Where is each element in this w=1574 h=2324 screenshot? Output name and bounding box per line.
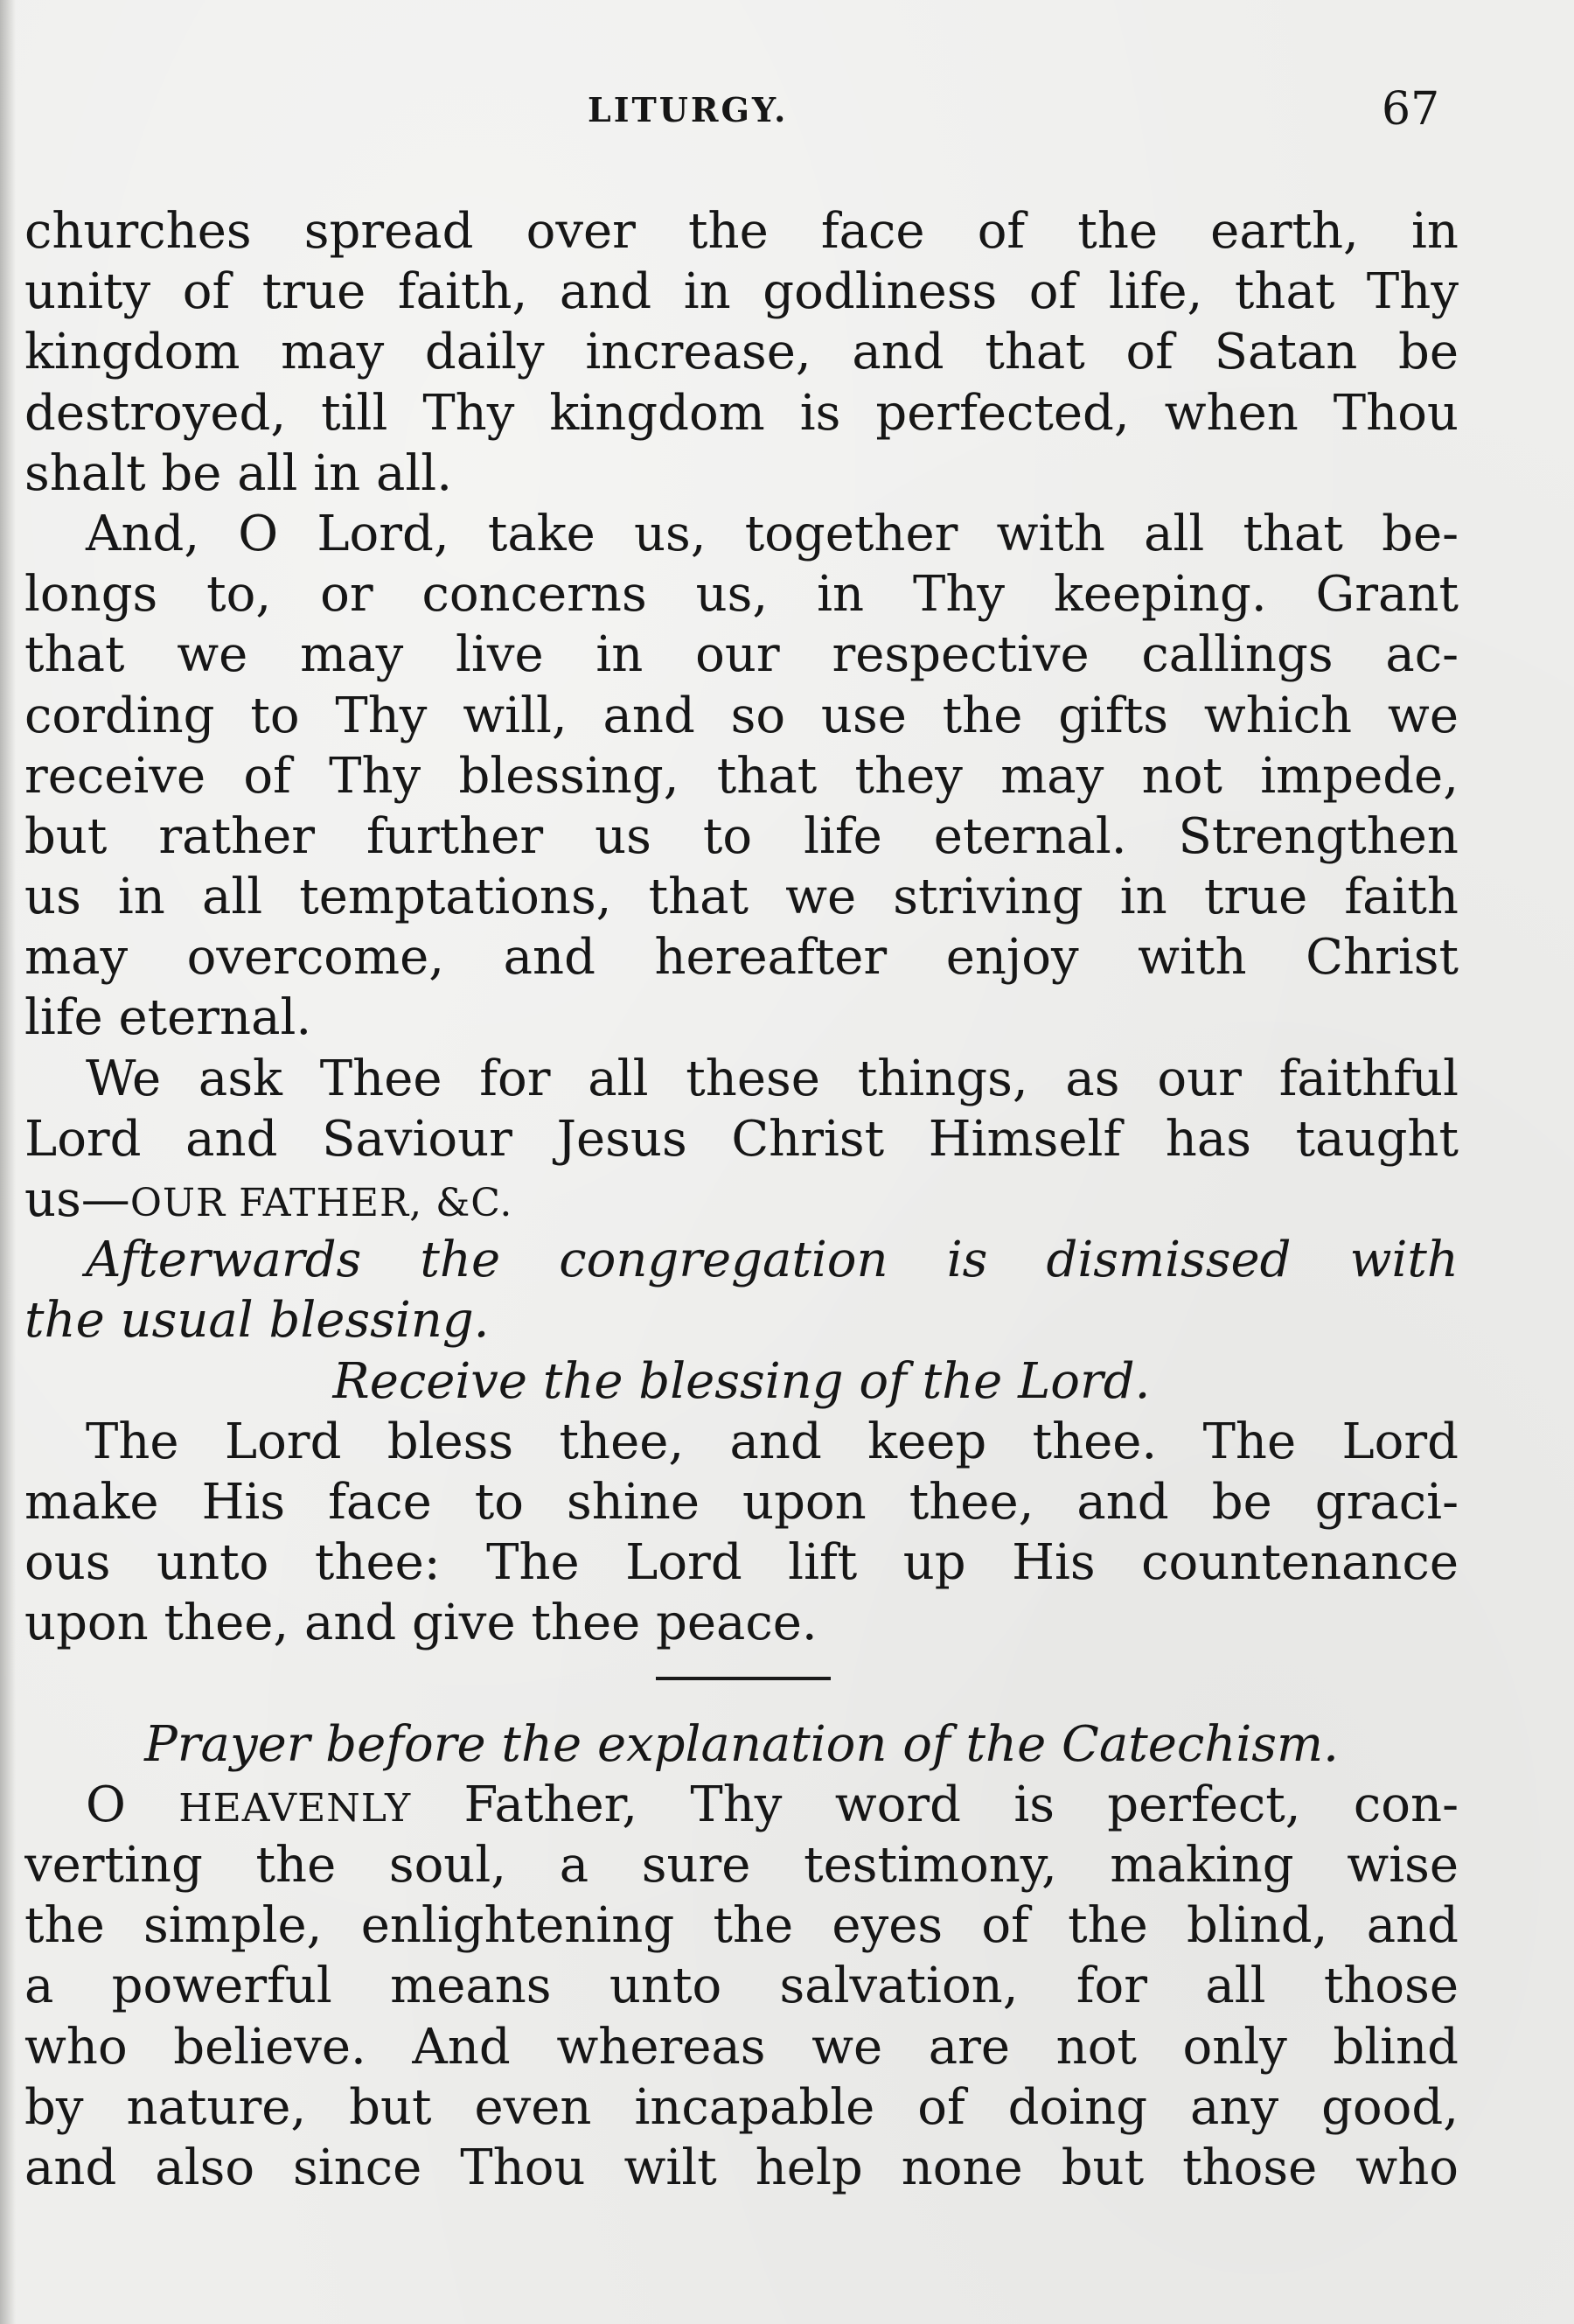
running-head: LITURGY. — [588, 90, 789, 129]
text-line: who believe. And whereas we are not only blind — [24, 2018, 1459, 2076]
body-text — [24, 201, 1459, 2198]
text-fragment: us— — [24, 1171, 130, 1228]
small-caps-text: OUR FATHER, &C. — [129, 1181, 513, 1225]
text-line: receive of Thy blessing, that they may not impede, — [24, 747, 1459, 805]
text-line: upon thee, and give thee peace. — [24, 1595, 818, 1652]
text-line: The Lord bless thee, and keep thee. The Lord — [86, 1413, 1459, 1470]
divider-rule — [656, 1677, 831, 1680]
text-line — [24, 1169, 1459, 1230]
text-line: us in all temptations, that we striving in true faith — [24, 869, 1459, 926]
text-line: unity of true faith, and in godliness of life, that Thy — [24, 263, 1459, 321]
text-line — [24, 1775, 1459, 1835]
text-line: but rather further us to life eternal. Strengthen — [24, 807, 1459, 865]
text-line: that we may live in our respective callings ac- — [24, 626, 1459, 684]
rubric-line: the usual blessing. — [24, 1292, 490, 1350]
text-fragment: O — [86, 1776, 179, 1833]
text-line: churches spread over the face of the earth, in — [24, 203, 1459, 260]
text-line: by nature, but even incapable of doing any good, — [24, 2078, 1459, 2136]
text-line: longs to, or concerns us, in Thy keeping. Grant — [24, 566, 1459, 624]
prayer-heading: Prayer before the explanation of the Catechism. — [144, 1715, 1339, 1773]
text-line: Lord and Saviour Jesus Christ Himself has taught — [24, 1110, 1459, 1168]
text-fragment: Father, Thy word is perfect, con- — [411, 1776, 1459, 1833]
text-line: may overcome, and hereafter enjoy with Christ — [24, 929, 1459, 987]
text-line: and also since Thou wilt help none but those who — [24, 2139, 1459, 2196]
text-line: kingdom may daily increase, and that of Satan be — [24, 324, 1459, 381]
page-header — [0, 83, 1574, 153]
text-line: shalt be all in all. — [24, 444, 452, 502]
text-line: make His face to shine upon thee, and be graci- — [24, 1473, 1459, 1531]
text-line: destroyed, till Thy kingdom is perfected, when Thou — [24, 384, 1459, 442]
text-line: verting the soul, a sure testimony, making wise — [24, 1837, 1459, 1895]
section-divider — [24, 1654, 1459, 1714]
text-line: And, O Lord, take us, together with all that be- — [86, 505, 1459, 562]
text-line: cording to Thy will, and so use the gifts which we — [24, 687, 1459, 744]
binding-shadow — [0, 0, 16, 2324]
page-number: 67 — [1382, 83, 1440, 136]
rubric-line: Afterwards the congregation is dismissed with — [86, 1232, 1459, 1289]
text-line: the simple, enlightening the eyes of the blind, and — [24, 1897, 1459, 1955]
text-line: life eternal. — [24, 989, 312, 1047]
blessing-heading: Receive the blessing of the Lord. — [332, 1352, 1151, 1410]
text-line: a powerful means unto salvation, for all those — [24, 1958, 1459, 2015]
text-line: ous unto thee: The Lord lift up His countenance — [24, 1534, 1459, 1592]
small-caps-text: HEAVENLY — [178, 1785, 412, 1831]
text-line: We ask Thee for all these things, as our faithful — [86, 1050, 1459, 1107]
